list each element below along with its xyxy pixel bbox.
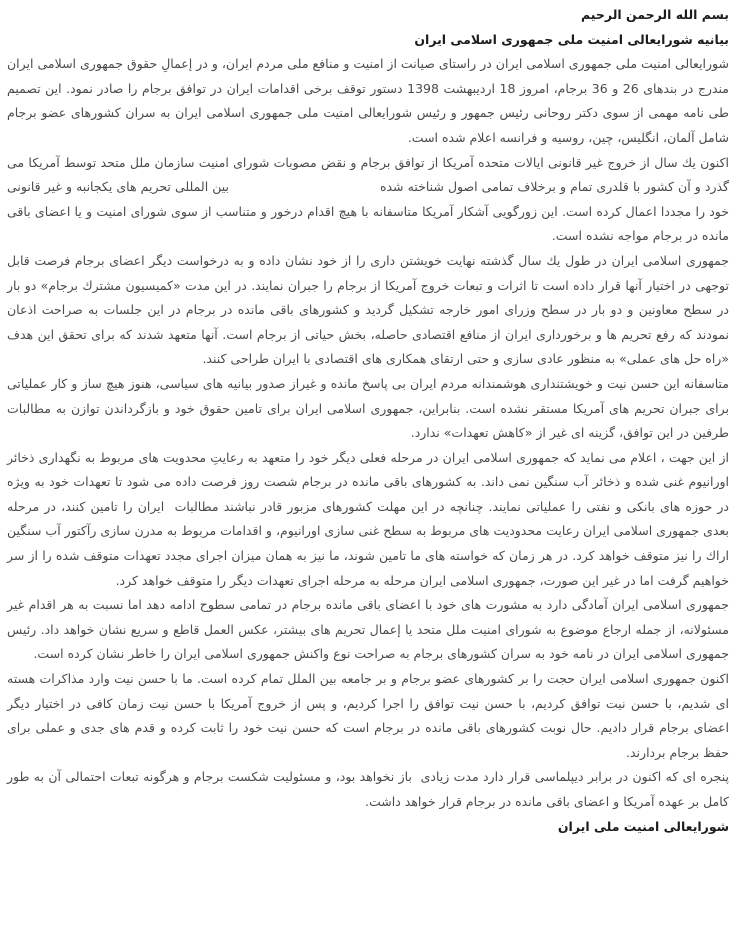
paragraph: متاسفانه اين حسن نيت و خويشتنداری هوشمندانه مردم ايران بی پاسخ مانده و غيراز صدور بيانيه های سياسی، هنوز هيچ ساز و كار عملياتی برای جبران تحريم های آمريكا مستقر نشده است. بنابراين، جمهوری اسلامی ايران برای تامين حقوق خود و بازگرداندن توازن به مطالبات طرفين در اين توافق، گزينه ای غير از «كاهش تعهدات» ندارد. bbox=[7, 375, 729, 441]
paragraph: جمهوری اسلامی ايران آمادگی دارد به مشورت های خود با اعضای باقی مانده برجام در تمامی سطوح ادامه دهد اما نسبت به هر اقدام غير مسئولانه، از جمله ارجاع موضوع به شورای امنيت ملل متحد يا إعمال تحريم های بيشتر، عكس العمل قاطع و سريع نشان خواهد داد. رئيس جمهوری اسلامی ايران در نامه خود به سران كشورهای برجام به صراحت نوع واكنش جمهوری اسلامی ايران را خاطر نشان كرده است. bbox=[7, 597, 729, 662]
paragraph: از اين جهت ، اعلام می نمايد كه جمهوری اسلامی ايران در مرحله فعلی ديگر خود را متعهد به رعايتِ محدويت های مربوط به نگهداری ذخائر اورانيوم غنی شده و ذخائر آب سنگين نمی داند. به كشورهای باقی مانده در برجام شصت روز فرصت داده می شود تا تعهدات خود به ويژه در حوزه های بانكی و نفتی را عملياتی نمايند. چنانچه در اين مهلت كشورهای مزبور قادر نباشند مطالبات ايران را تامين كنند، در مرحله بعدی جمهوری اسلامی ايران رعايت محدوديت های مربوط به سطح غنی سازی اورانيوم، و اقدامات مربوط به مدرن سازی رآكتور آب سنگين اراك را نيز متوقف خواهد كرد. در هر زمان كه خواسته های ما تامين شوند، ما نيز به همان ميزان اجرای مجدد تعهدات متوقف شده را از سر خواهيم گرفت اما در غير اين صورت، جمهوری اسلامی ايران مرحله به مرحله اجرای تعهدات ديگر را متوقف خواهد كرد. bbox=[7, 449, 729, 588]
paragraph: اكنون جمهوری اسلامی ايران حجت را بر كشورهای عضو برجام و بر جامعه بين الملل تمام كرده است. ما با حسن نيت وارد مذاكرات هسته ای شديم، با حسن نيت توافق كرديم، با حسن نيت توافق را اجرا كرديم، و پس از خروج آمريكا با حسن نيت زمان كافی در اختيار ديگر اعضای برجام قرار داديم. حال نوبت كشورهای باقی مانده در برجام است كه حسن نيت خود را ثابت كرده و قدم های جدی و عملی برای حفظ برجام بردارند. bbox=[7, 671, 729, 760]
statement-title: بيانيه شورايعالی امنيت ملی جمهوری اسلامی ايران bbox=[414, 31, 729, 47]
paragraph: پنجره ای كه اكنون در برابر ديپلماسی قرار دارد مدت زيادی باز نخواهد بود، و مسئوليت شكست برجام و هرگونه تبعات احتمالی آن به طور كامل بر عهده آمريكا و اعضای باقی مانده در برجام قرار خواهد داشت. bbox=[7, 769, 729, 809]
paragraph: شورايعالی امنيت ملی جمهوری اسلامی ايران در راستای صيانت از امنيت و منافع ملی مردم ايران، و در إعمالِ حقوق جمهوری اسلامی ايران مندرج در بندهای 26 و 36 برجام، امروز 18 ارديبهشت 1398 دستور توقف برخی اقدامات ايران در توافق برجام را صادر نمود. اين تصميم طی نامه مهمی از سوی دكتر روحانی رئيس جمهور و رئيس شورايعالی امنيت ملی جمهوری اسلامی ايران به سران كشورهای عضو برجام شامل آلمان، انگليس، چين، روسيه و فرانسه اعلام شده است. bbox=[7, 56, 730, 145]
paragraph: اكنون يك سال از خروج غير قانونی ايالات متحده آمريكا از توافق برجام و نقض مصوبات شورای امنيت سازمان ملل متحد توسط آمريكا می گذرد و آن كشور با قلدری تمام و برخلاف تمامی اصول شناخته شده بين المللی تحريم های يكجانبه و غير قانونی خود را مجددا اعمال كرده است. اين زورگويی آشكار آمريكا متاسفانه با هيچ اقدام درخور و متناسب از سوی شورای امنيت و يا اعضای باقی مانده در برجام مواجه نشده است. bbox=[7, 154, 729, 244]
paragraph: جمهوری اسلامی ايران در طول يك سال گذشته نهايت خويشتن داری را از خود نشان داده و به درخواست ديگر اعضای برجام فرصت قابل توجهی در اختيار آنها قرار داده است تا اثرات و تبعات خروج آمريكا از برجام را جبران نمايند. در اين مدت «كميسيون مشترك برجام» دو بار در سطح معاونين و دو بار در سطح وزرای امور خارجه تشكيل گرديد و كشورهای باقی مانده در برجام در اين جلسات به صراحت اذعان نمودند كه رفع تحريم ها و برخورداری ايران از منافع اقتصادی حاصله، بخش حياتی از برجام است. آنها متعهد شدند كه برای تحقق اين هدف «راه حل های عملی» به منظور عادی سازی و حتی ارتقای همكاری های اقتصادی با ايران طراحی كنند. bbox=[7, 252, 729, 367]
statement-body bbox=[7, 52, 729, 814]
signature-line: شورايعالی امنيت ملی ايران bbox=[557, 818, 729, 834]
basmala-heading: بسم الله الرحمن الرحيم bbox=[581, 7, 729, 22]
